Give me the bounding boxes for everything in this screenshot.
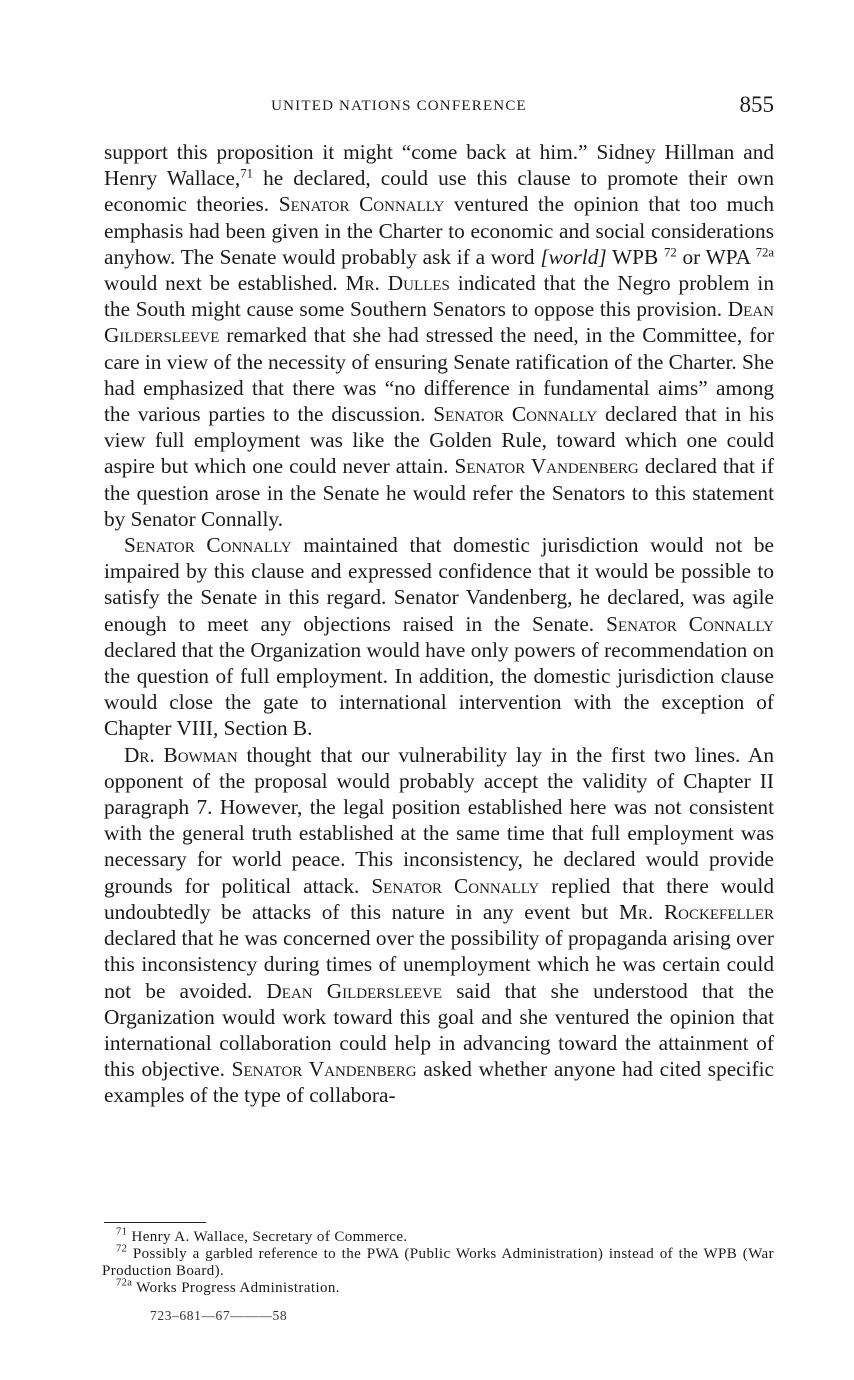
footnote-mark: 72 [116,1243,128,1255]
print-code: 723–681—67———58 [150,1308,288,1323]
text-run: would next be established. [104,271,346,296]
text-run: he declared, could use this clause to promote their own economic theories. [104,166,774,217]
editorial-insertion: [world] [540,244,607,269]
text-run: or WPA [676,244,756,269]
text-run: asked whether anyone had cited specific examples of the type of collabora- [104,1057,775,1108]
body-text [104,139,774,1109]
speaker-name: Senator Connally [278,192,445,217]
speaker-name: Dean Gildersleeve [104,297,774,348]
footnote-72 [102,1243,774,1280]
text-run: declared that he was concerned over the possibility of propaganda arising over this inconsistency during times of unemployment which he was certain could not be avoided. [104,926,774,1003]
running-head: UNITED NATIONS CONFERENCE [271,98,527,114]
text-run: support this proposition it might “come back at him.” Sidney Hillman and Henry Wallace, [104,140,774,191]
text-run: ventured the opinion that too much emphasis had been given in the Charter to economic and social considerations anyhow. The Senate would probably ask if a word [104,192,774,269]
speaker-name: Mr. Dulles [345,271,450,296]
speaker-name: Senator Connally [124,533,292,558]
footnotes [102,1226,774,1297]
speaker-name: Senator Connally [433,402,598,427]
paragraph-1 [104,139,774,532]
text-run: WPB [606,244,664,269]
text-run: thought that our vulnerability lay in the first two lines. An opponent of the proposal would probably accept the validity of Chapter II paragraph 7. However, the legal position established here was not consistent with the general truth established at the same time that full employment was necessary for world peace. This inconsistency, he declared would provide grounds for political attack. [104,742,775,898]
text-run: declared that the Organization would have only powers of recommendation on the question of full employment. In addition, the domestic jurisdiction clause would close the gate to international intervention with the exception of Chapter VIII, Section B. [104,637,774,741]
text-run: replied that there would undoubtedly be attacks of this nature in any event but [104,873,774,924]
speaker-name: Mr. Rockefeller [619,899,774,924]
text-run: said that she understood that the Organization would work toward this goal and she ventured the opinion that international collaboration could help in advancing toward the attainment of this objective. [104,978,774,1082]
footnote-text: Possibly a garbled reference to the PWA (Public Works Administration) instead of the WPB (War Production Board). [102,1246,774,1279]
page-header [104,92,774,124]
footnote-72a [102,1277,774,1297]
footnote-text: Henry A. Wallace, Secretary of Commerce. [127,1229,408,1245]
text-run: declared that if the question arose in the Senate he would refer the Senators to this statement by Senator Connally. [104,454,774,531]
paragraph-2 [104,532,774,742]
speaker-name: Senator Connally [371,873,540,898]
footnote-ref-72a: 72a [755,245,775,260]
speaker-name: Senator Vandenberg [454,454,639,479]
footnote-mark: 71 [116,1226,128,1238]
text-run: remarked that she had stressed the need, in the Committee, for care in view of the necessity of ensuring Senate ratification of the Charter. She had emphasized that there was “no difference in fundamental aims” among the various parties to the discussion. [104,323,774,427]
text-run: declared that in his view full employment was like the Golden Rule, toward which one could aspire but which one could never attain. [104,402,774,479]
footnote-mark: 72a [116,1277,133,1289]
footnote-divider [104,1222,206,1223]
speaker-name: Senator Vandenberg [231,1057,417,1082]
footnote-71 [102,1226,774,1246]
footnote-ref-71: 71 [240,166,254,181]
paragraph-3 [104,742,774,1109]
speaker-name: Dr. Bowman [124,742,238,767]
footnote-ref-72: 72 [663,245,677,260]
footnote-text: Works Progress Administration. [132,1280,340,1296]
speaker-name: Senator Connally [606,611,774,636]
page-number: 855 [739,92,774,117]
speaker-name: Dean Gildersleeve [266,978,443,1003]
text-run: indicated that the Negro problem in the South might cause some Southern Senators to oppose this provision. [104,271,775,322]
text-run: maintained that domestic jurisdiction would not be impaired by this clause and expressed confidence that it would be possible to satisfy the Senate in this regard. Senator Vandenberg, he declared, was agile enough to meet any objections raised in the Senate. [104,533,774,636]
